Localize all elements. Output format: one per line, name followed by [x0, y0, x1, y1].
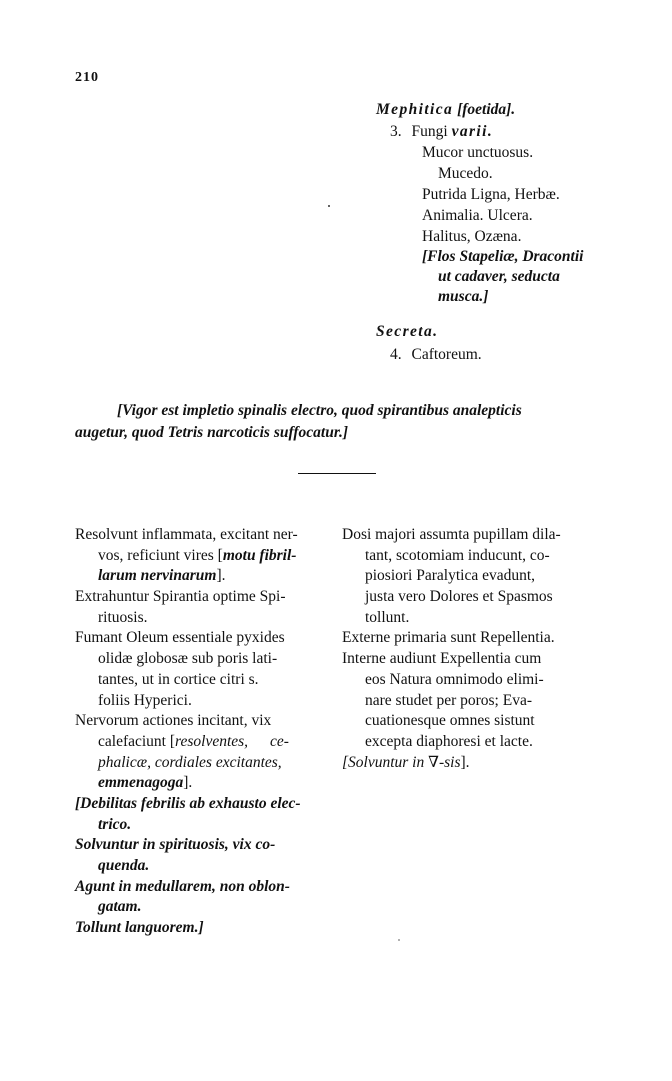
left-column — [75, 525, 333, 939]
speck — [328, 205, 330, 207]
text-line: [Debilitas febrilis ab exhausto elec- — [75, 794, 301, 812]
mephitica-heading-line — [376, 100, 515, 120]
text-line — [75, 732, 333, 753]
text-line: Extrahuntur Spirantia optime Spi- — [75, 588, 286, 606]
mephitica-heading: Mephitica — [376, 101, 454, 118]
text-line: cuationesque omnes sistunt — [365, 712, 535, 730]
list-item: Putrida Ligna, Herbæ. — [422, 186, 560, 203]
text-span: ]. — [460, 753, 470, 771]
vigor-paragraph — [75, 400, 603, 444]
text-line: Fumant Oleum essentiale pyxides — [75, 629, 285, 647]
list-item: Halitus, Ozæna. — [422, 228, 522, 245]
fungi-line — [390, 122, 493, 142]
text-span: ce- — [270, 732, 289, 750]
text-span: ]. — [183, 774, 193, 792]
text-line: Dosi majori assumta pupillam dila- — [342, 526, 561, 543]
section-divider — [298, 473, 376, 474]
text-span: vos, reficiunt vires [ — [98, 546, 223, 564]
text-line: phalicæ, cordiales excitantes, — [98, 753, 282, 771]
text-line: Interne audiunt Expellentia cum — [342, 650, 542, 668]
speck — [398, 939, 400, 941]
text-line: quenda. — [98, 857, 150, 874]
flos-line-3: musca.] — [438, 288, 489, 305]
text-line: Tollunt languorem.] — [75, 919, 204, 937]
text-line — [342, 753, 604, 774]
text-line — [75, 773, 333, 794]
text-span: resolventes, — [175, 732, 249, 750]
text-line: excepta diaphoresi et lacte. — [365, 732, 533, 750]
text-span: larum nervinarum — [98, 567, 217, 585]
text-line: eos Natura omnimodo elimi- — [365, 670, 544, 688]
text-line: trico. — [98, 815, 132, 833]
text-span: ]. — [216, 567, 226, 585]
text-line: piosiori Paralytica evadunt, — [365, 567, 536, 585]
mephitica-bracket: [foetida]. — [457, 101, 516, 118]
text-line: Externe primaria sunt Repellentia. — [342, 629, 555, 647]
varii-label: varii. — [451, 123, 494, 140]
page-number: 210 — [75, 70, 99, 85]
text-line: rituosis. — [98, 608, 148, 626]
text-span: calefaciunt [ — [98, 732, 176, 750]
caftoreum-line — [390, 345, 482, 365]
text-line: Nervorum actiones incitant, vix — [75, 712, 272, 730]
text-line: Resolvunt inflammata, excitant ner- — [75, 526, 298, 543]
text-span: [Solvuntur in — [342, 753, 429, 771]
water-symbol-icon: ∇ — [428, 753, 439, 771]
text-line: olidæ globosæ sub poris lati- — [98, 650, 278, 668]
text-span: motu fibril- — [222, 546, 297, 564]
secreta-heading: Secreta. — [376, 323, 439, 340]
text-line: tantes, ut in cortice citri s. — [98, 670, 259, 688]
vigor-line-1: [Vigor est impletio spinalis electro, quod spirantibus analepticis — [117, 402, 522, 419]
text-span: -sis — [438, 753, 461, 771]
item-number: 3. — [390, 123, 402, 140]
text-span: emmenagoga — [98, 774, 184, 792]
text-line — [75, 546, 333, 567]
flos-line-2: ut cadaver, seducta — [438, 268, 560, 285]
text-line: Solvuntur in spirituosis, vix co- — [75, 836, 276, 854]
list-item: Mucor unctuosus. — [422, 144, 534, 161]
text-line: justa vero Dolores et Spasmos — [365, 588, 553, 606]
text-line: Agunt in medullarem, non oblon- — [75, 877, 290, 895]
text-line: foliis Hyperici. — [98, 691, 192, 709]
text-line: tollunt. — [365, 608, 410, 626]
text-line: tant, scotomiam inducunt, co- — [365, 546, 550, 564]
right-column — [342, 525, 604, 773]
list-item: Mucedo. — [438, 165, 493, 182]
text-line: gatam. — [98, 898, 142, 916]
text-line — [75, 566, 333, 587]
fungi-label: Fungi — [411, 123, 448, 140]
caftoreum-label: Caftoreum. — [411, 346, 482, 363]
text-line: nare studet per poros; Eva- — [365, 691, 532, 709]
item-number: 4. — [390, 346, 402, 363]
list-item: Animalia. Ulcera. — [422, 207, 533, 224]
flos-line-1: [Flos Stapeliæ, Dracontii — [422, 248, 584, 265]
vigor-line-2: augetur, quod Tetris narcoticis suffocatur.] — [75, 424, 349, 441]
